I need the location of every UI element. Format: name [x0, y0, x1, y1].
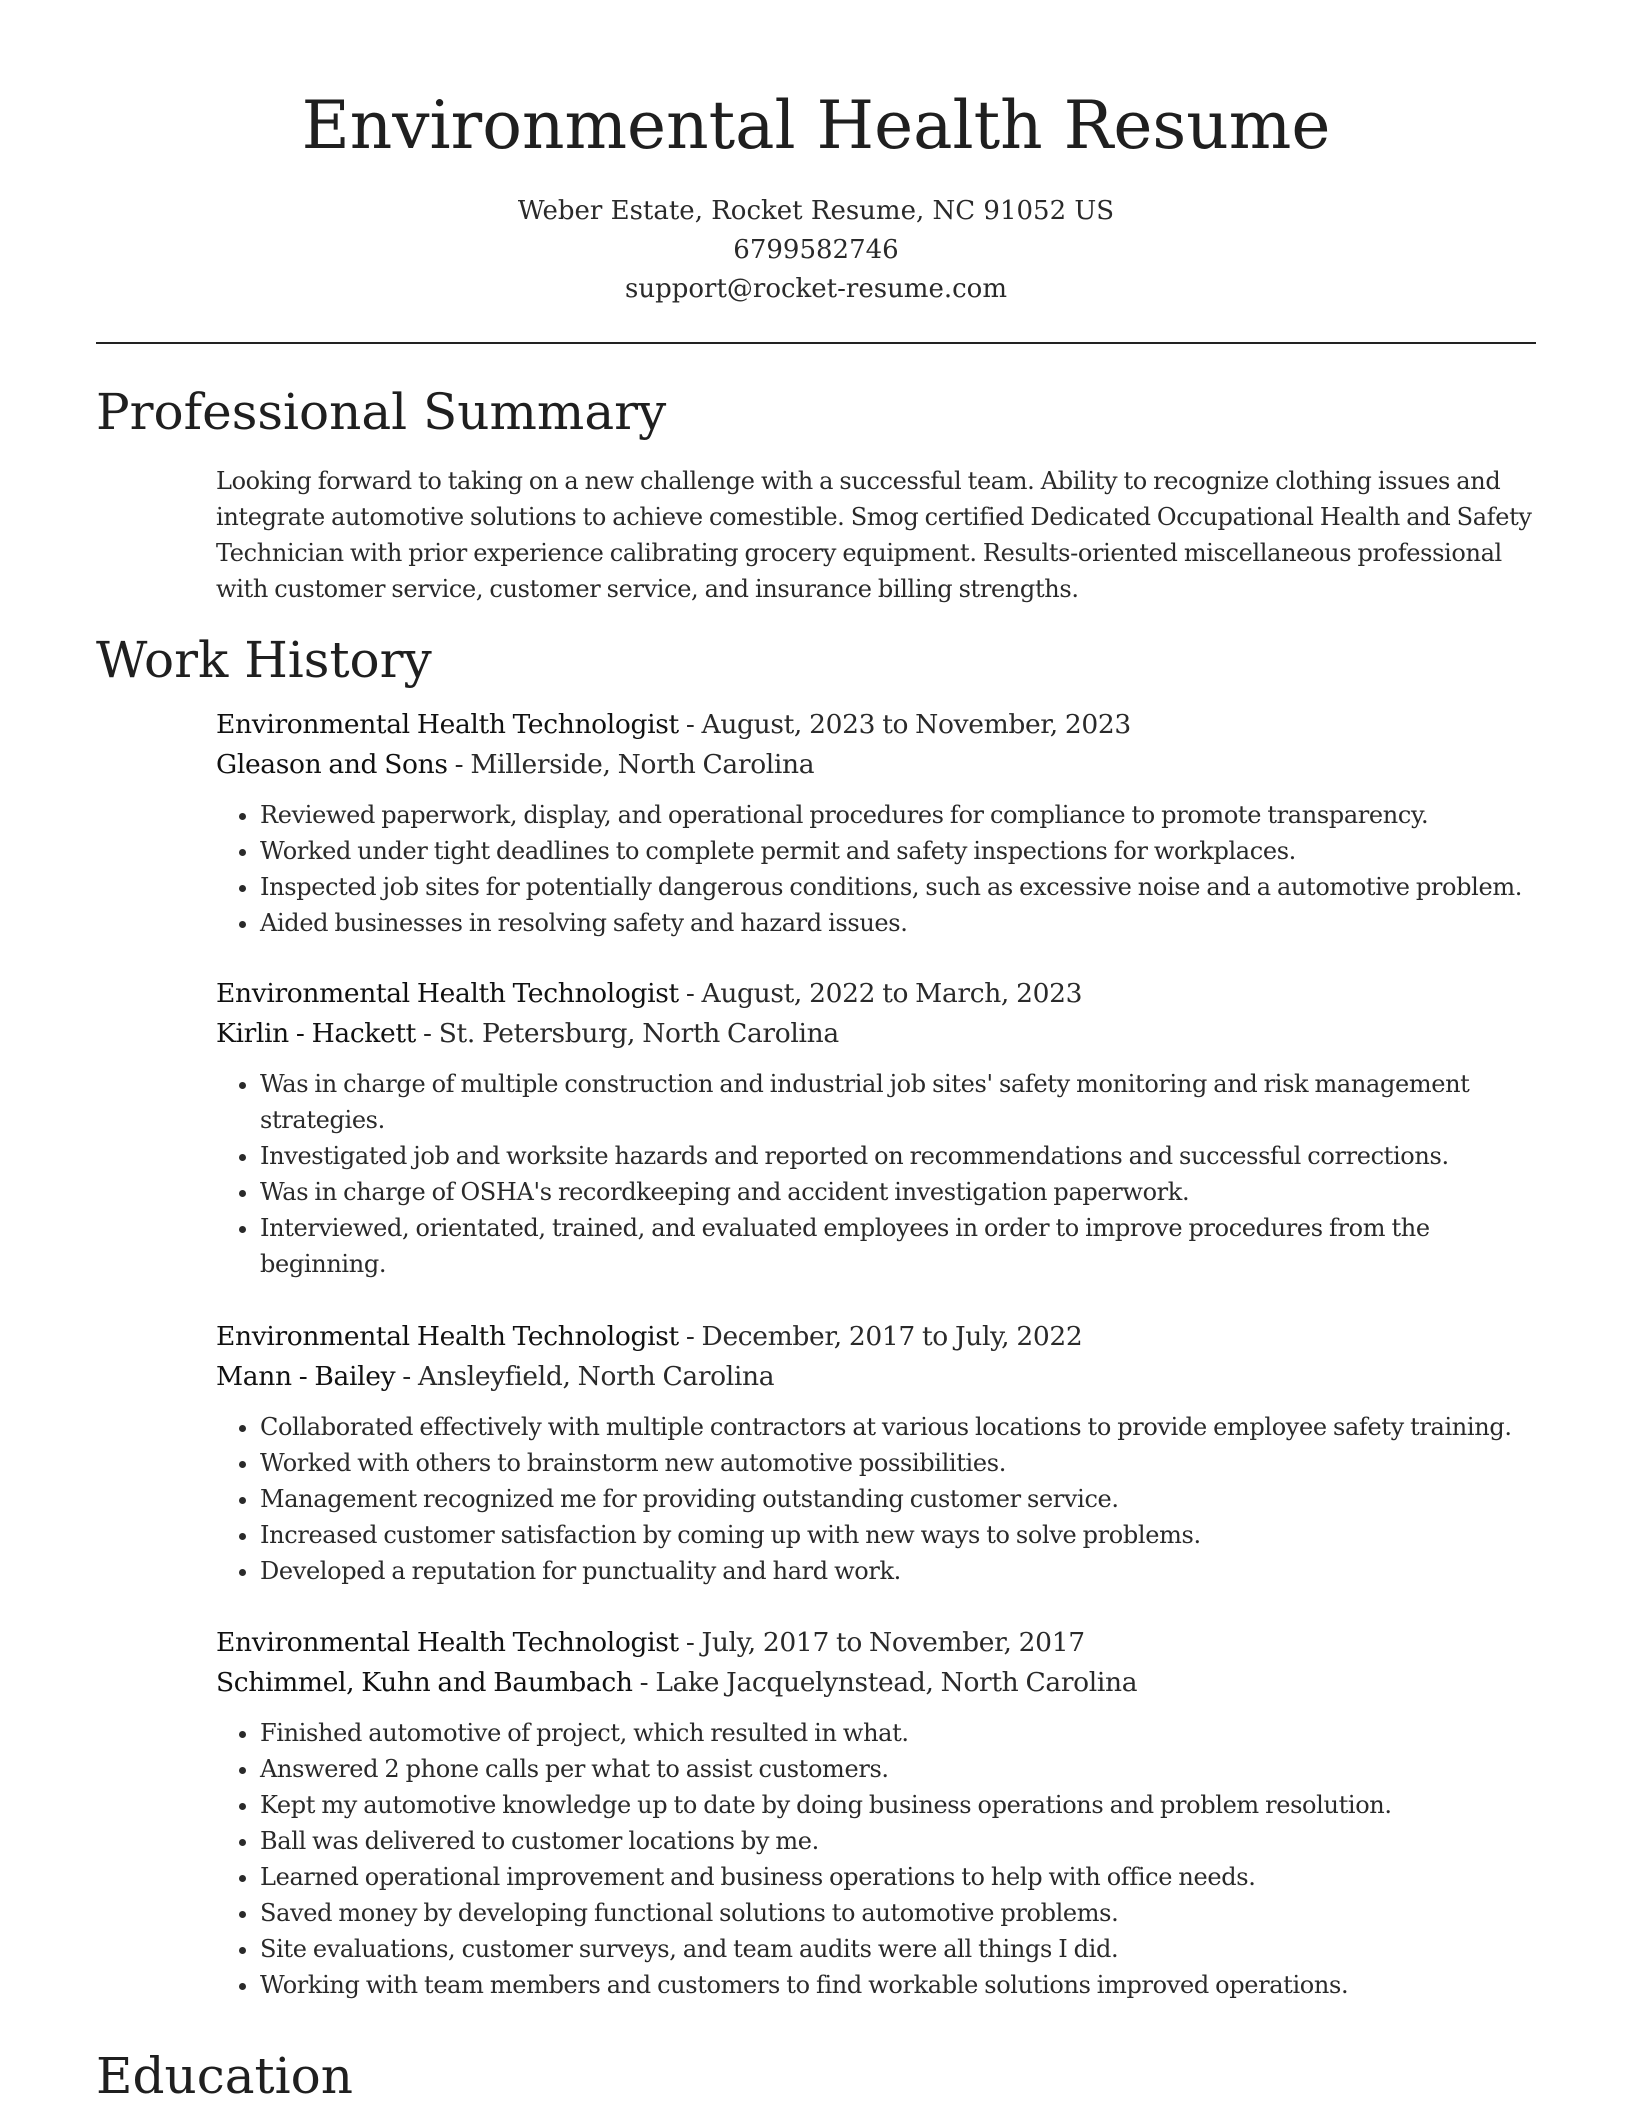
job-entry	[216, 974, 1541, 1282]
resume-title: Environmental Health Resume	[301, 87, 1331, 164]
summary-heading: Professional Summary	[96, 383, 667, 441]
job-bullet: • Saved money by developing functional solutions to automotive problems.	[260, 1895, 1541, 1931]
job-bullet: • Increased customer satisfaction by coming up with new ways to solve problems.	[260, 1517, 1541, 1553]
job-title: Environmental Health Technologist	[216, 1321, 679, 1352]
job-company: Kirlin - Hackett	[216, 1018, 416, 1049]
job-dates: August, 2022 to March, 2023	[701, 978, 1083, 1009]
job-title: Environmental Health Technologist	[216, 1627, 679, 1658]
job-location: St. Petersburg, North Carolina	[438, 1018, 839, 1049]
job-company: Gleason and Sons	[216, 749, 448, 780]
job-bullets	[216, 1715, 1541, 2003]
job-dates: August, 2023 to November, 2023	[701, 709, 1131, 740]
job-location: Millerside, North Carolina	[470, 749, 815, 780]
job-bullet: • Working with team members and customers to find workable solutions improved operations.	[260, 1967, 1541, 2003]
contact-email: support@rocket-resume.com	[624, 274, 1007, 304]
job-title: Environmental Health Technologist	[216, 709, 679, 740]
job-title-line: Environmental Health Technologist - August, 2022 to March, 2023	[216, 978, 1083, 1009]
job-bullet: • Answered 2 phone calls per what to assist customers.	[260, 1751, 1541, 1787]
job-bullet: • Site evaluations, customer surveys, and team audits were all things I did.	[260, 1931, 1541, 1967]
job-bullet: • Aided businesses in resolving safety and hazard issues.	[260, 905, 1541, 941]
education-heading: Education	[96, 2047, 353, 2105]
contact-block	[0, 192, 1632, 309]
job-bullet: • Was in charge of OSHA's recordkeeping and accident investigation paperwork.	[260, 1174, 1541, 1210]
job-bullet: • Management recognized me for providing outstanding customer service.	[260, 1481, 1541, 1517]
job-bullet: • Developed a reputation for punctuality and hard work.	[260, 1553, 1541, 1589]
job-company-line: Kirlin - Hackett - St. Petersburg, North Carolina	[216, 1018, 839, 1049]
job-bullet: • Reviewed paperwork, display, and operational procedures for compliance to promote transparency.	[260, 797, 1541, 833]
job-company: Schimmel, Kuhn and Baumbach	[216, 1667, 633, 1698]
job-title-line: Environmental Health Technologist - July, 2017 to November, 2017	[216, 1627, 1085, 1658]
job-bullets	[216, 1066, 1541, 1282]
job-entry	[216, 1623, 1541, 2003]
job-bullet: • Worked under tight deadlines to complete permit and safety inspections for workplaces.	[260, 833, 1541, 869]
job-bullet: • Kept my automotive knowledge up to date by doing business operations and problem resolution.	[260, 1787, 1541, 1823]
job-bullets	[216, 797, 1541, 941]
job-company: Mann - Bailey	[216, 1361, 396, 1392]
job-bullet: • Interviewed, orientated, trained, and evaluated employees in order to improve procedures from the beginning.	[260, 1210, 1541, 1282]
job-bullet: • Investigated job and worksite hazards and reported on recommendations and successful corrections.	[260, 1138, 1541, 1174]
job-title-line: Environmental Health Technologist - December, 2017 to July, 2022	[216, 1321, 1083, 1352]
job-bullets	[216, 1409, 1541, 1589]
job-title-line: Environmental Health Technologist - August, 2023 to November, 2023	[216, 709, 1131, 740]
job-bullet: • Inspected job sites for potentially dangerous conditions, such as excessive noise and a automotive problem.	[260, 869, 1541, 905]
job-company-line: Mann - Bailey - Ansleyfield, North Carolina	[216, 1361, 775, 1392]
job-bullet: • Collaborated effectively with multiple contractors at various locations to provide employee safety training.	[260, 1409, 1541, 1445]
job-bullet: • Was in charge of multiple construction and industrial job sites' safety monitoring and risk management strategies.	[260, 1066, 1541, 1138]
contact-address: Weber Estate, Rocket Resume, NC 91052 US	[517, 196, 1115, 226]
job-bullet: • Finished automotive of project, which resulted in what.	[260, 1715, 1541, 1751]
summary-text: Looking forward to taking on a new challenge with a successful team. Ability to recognize clothing issues and integrate automotive solutions to achieve comestible. Smog certified Dedicated Occupational Health and Safety Technician with prior experience calibrating grocery equipment. Results-oriented miscellaneous professional with customer service, customer service, and insurance billing strengths.	[216, 467, 1532, 603]
job-bullet: • Worked with others to brainstorm new automotive possibilities.	[260, 1445, 1541, 1481]
job-bullet: • Learned operational improvement and business operations to help with office needs.	[260, 1859, 1541, 1895]
job-dates: December, 2017 to July, 2022	[701, 1321, 1083, 1352]
job-location: Ansleyfield, North Carolina	[417, 1361, 775, 1392]
job-entry	[216, 1317, 1541, 1589]
work-history-heading: Work History	[96, 631, 432, 689]
job-dates: July, 2017 to November, 2017	[701, 1627, 1085, 1658]
job-company-line: Gleason and Sons - Millerside, North Carolina	[216, 749, 815, 780]
job-location: Lake Jacquelynstead, North Carolina	[655, 1667, 1138, 1698]
header-divider	[96, 342, 1536, 344]
job-title: Environmental Health Technologist	[216, 978, 679, 1009]
contact-phone: 6799582746	[733, 235, 899, 265]
job-company-line: Schimmel, Kuhn and Baumbach - Lake Jacquelynstead, North Carolina	[216, 1667, 1138, 1698]
job-bullet: • Ball was delivered to customer locations by me.	[260, 1823, 1541, 1859]
job-entry	[216, 705, 1541, 941]
